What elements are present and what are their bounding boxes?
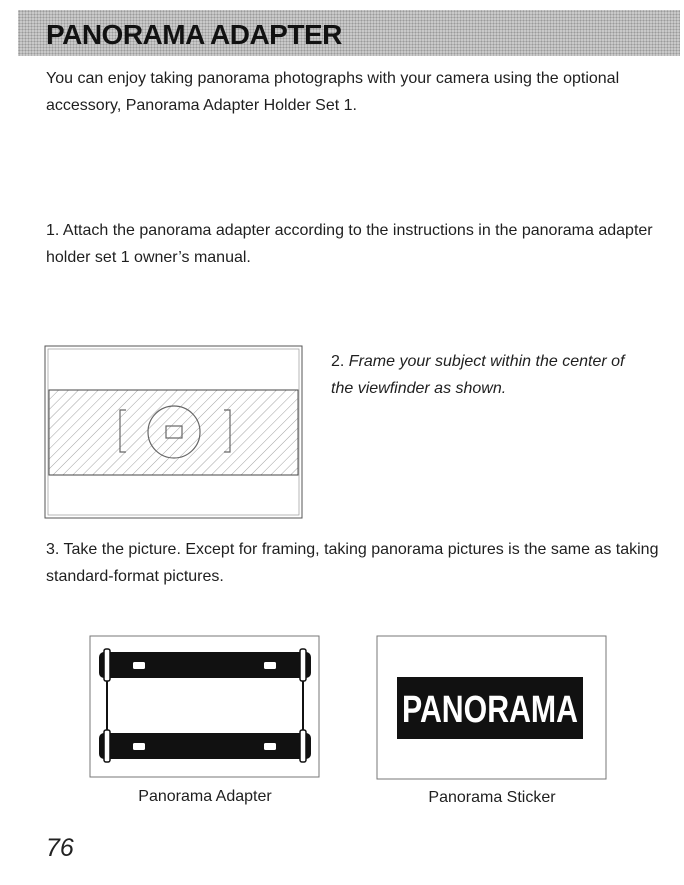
step-2-body: Frame your subject within the center of the viewfinder as shown. (331, 353, 625, 397)
adapter-caption: Panorama Adapter (138, 788, 272, 805)
page-number: 76 (46, 834, 74, 862)
sticker-caption: Panorama Sticker (428, 789, 556, 806)
panorama-band (49, 390, 298, 475)
intro-paragraph: You can enjoy taking panorama photographs with your camera using the optional accessory, Panorama Adapter Holder Set 1. (46, 70, 620, 114)
step-3-text: 3. Take the picture. Except for framing, taking panorama pictures is the same as taking standard-format pictures. (46, 541, 659, 585)
step-2-text (331, 348, 651, 402)
step-2-number: 2. (331, 353, 345, 370)
page-title: PANORAMA ADAPTER (46, 19, 342, 50)
panorama-adapter-illustration (89, 635, 321, 779)
panorama-sticker-illustration (376, 635, 608, 781)
step-1-text: 1. Attach the panorama adapter according to the instructions in the panorama adapter holder set 1 owner’s manual. (46, 222, 653, 266)
adapter-top-bar (99, 649, 311, 681)
viewfinder-illustration (44, 345, 304, 520)
sticker-text: PANORAMA (402, 689, 578, 731)
adapter-bottom-bar (99, 730, 311, 762)
